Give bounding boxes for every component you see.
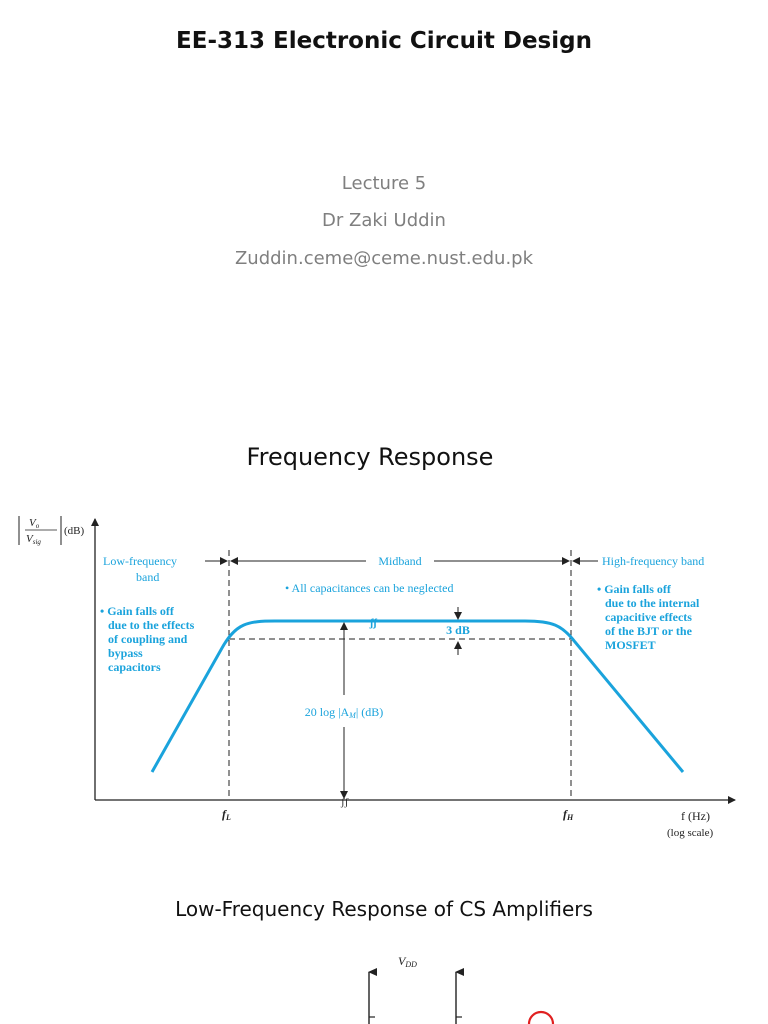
section-title-frequency-response: Frequency Response [246, 443, 494, 471]
svg-text:Vo: Vo [29, 517, 40, 530]
svg-text:due to the internal: due to the internal [605, 596, 700, 610]
y-axis-label [19, 516, 85, 546]
band-high-label: High-frequency band [602, 554, 705, 568]
x-axis-label: f (Hz) [681, 809, 710, 823]
section-title-low-frequency-response: Low-Frequency Response of CS Amplifiers [175, 897, 593, 921]
response-curve [152, 621, 683, 772]
mid-note: • All capacitances can be neglected [285, 581, 454, 595]
vdd-label: VDD [398, 954, 417, 969]
svg-text:• Gain falls off: • Gain falls off [597, 582, 671, 596]
low-note [100, 604, 195, 674]
svg-text:of the BJT or the: of the BJT or the [605, 624, 692, 638]
high-note [597, 582, 700, 652]
band-low-label-2: band [136, 570, 160, 584]
band-low-label-1: Low-frequency [103, 554, 177, 568]
course-title: EE-313 Electronic Circuit Design [176, 28, 592, 54]
band-mid-label: Midband [378, 554, 422, 568]
fl-tick-label: fL [222, 807, 231, 822]
author-name: Dr Zaki Uddin [322, 210, 446, 231]
svg-text:• Gain falls off: • Gain falls off [100, 604, 174, 618]
axis-break-symbol: ʃʃ [341, 796, 349, 808]
svg-text:bypass: bypass [108, 646, 143, 660]
x-axis-scale-label: (log scale) [667, 827, 714, 839]
cs-amplifier-circuit-partial [0, 945, 768, 1024]
svg-text:of coupling and: of coupling and [108, 632, 188, 646]
lecture-number: Lecture 5 [341, 173, 427, 194]
gain-label: 20 log |AM| (dB) [304, 705, 384, 720]
svg-text:Vsig: Vsig [26, 533, 41, 546]
frequency-response-figure [0, 505, 768, 855]
svg-text:due to the effects: due to the effects [108, 618, 195, 632]
red-marker-circle [529, 1012, 553, 1024]
fh-tick-label: fH [563, 807, 574, 822]
author-email: Zuddin.ceme@ceme.nust.edu.pk [234, 248, 534, 269]
svg-text:(dB): (dB) [64, 525, 85, 537]
3db-label: 3 dB [446, 623, 470, 637]
curve-break-symbol: ʃʃ [370, 617, 377, 629]
svg-text:capacitors: capacitors [108, 660, 161, 674]
svg-text:MOSFET: MOSFET [605, 638, 656, 652]
svg-text:capacitive effects: capacitive effects [605, 610, 692, 624]
